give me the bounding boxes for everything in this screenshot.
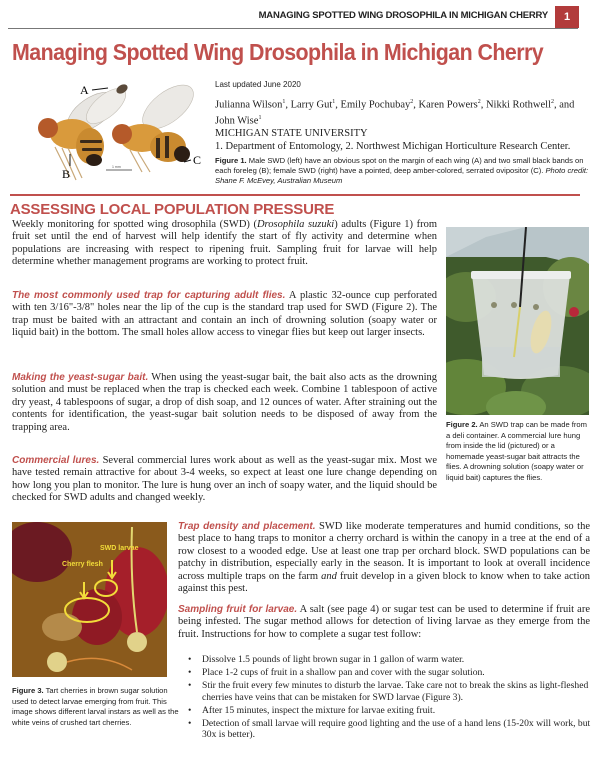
author-conjunction: and <box>559 99 575 111</box>
trap-paragraph <box>12 290 437 340</box>
bullet-icon: • <box>188 654 192 665</box>
label-b: B <box>62 167 71 181</box>
author: Emily Pochubay <box>340 99 411 111</box>
paragraph-lead: The most commonly used trap for capturing adult flies. <box>12 290 286 301</box>
text: Weekly monitoring for spotted wing drosophila (SWD) ( <box>12 219 257 230</box>
flesh-label: Cherry flesh <box>62 561 103 568</box>
list-item <box>186 667 591 678</box>
label-c: C <box>193 153 202 167</box>
affiliation-mark: 1 <box>258 115 262 121</box>
label-a: A <box>80 83 89 97</box>
step-text: Stir the fruit every few minutes to disturb the larvae. Take care not to break the skins as light-fleshed cherries have veins that can be mistaken for SWD larvae (Figure 3). <box>202 680 589 703</box>
section-heading: ASSESSING LOCAL POPULATION PRESSURE <box>10 201 335 218</box>
author: Karen Powers <box>418 99 478 111</box>
step-text: Detection of small larvae will require good lighting and the use of a hand lens (15-20x will work, but 30x is better). <box>202 718 591 741</box>
affiliations: 1. Department of Entomology, 2. Northwest Michigan Horticulture Research Center. <box>215 140 571 152</box>
step-text: Dissolve 1.5 pounds of light brown sugar in 1 gallon of warm water. <box>202 654 465 665</box>
bullet-icon: • <box>188 680 192 692</box>
caption-text: Tart cherries in brown sugar solution used to detect larvae emerging from fruit. This image shows different larval instars as well as the white veins of crushed tart cherries. <box>12 686 179 727</box>
paragraph-lead: Trap density and placement. <box>178 521 316 532</box>
paragraph-lead: Sampling fruit for larvae. <box>178 604 298 615</box>
emphasis: and <box>321 570 337 582</box>
figure1-caption <box>215 156 590 186</box>
affiliation-mark: 2 <box>477 99 481 105</box>
figure2-caption <box>446 420 592 484</box>
paragraph-lead: Making the yeast-sugar bait. <box>12 372 149 383</box>
paragraph-lead: Commercial lures. <box>12 455 100 466</box>
text: Several commercial lures work about as well as the yeast-sugar mix. Most we have tested remain attractive for about 3-4 weeks, so expect at least one lure change depending on how long you plan to monitor. The lure is hung over an inch of soapy water, and the liquid should be checked for SWD adults and changed weekly. <box>12 455 437 504</box>
figure2-trap-photo <box>446 227 589 415</box>
caption-text: An SWD trap can be made from a deli container. A commercial lure hung from inside the lid (pictured) or a homemade yeast-sugar bait attracts the flies. A drowning solution (soapy water or liquid bait) captures the flies. <box>446 420 587 482</box>
figure3-caption <box>12 686 180 728</box>
scale-label: 1 mm <box>112 165 121 169</box>
section-divider <box>10 194 580 196</box>
affiliation-mark: 1 <box>332 99 336 105</box>
figure1-fly-image <box>10 72 205 184</box>
institution: MICHIGAN STATE UNIVERSITY <box>215 128 368 139</box>
list-item <box>186 654 591 665</box>
sugar-test-steps <box>186 654 591 742</box>
text: A plastic 32-ounce cup perforated with ten 3/16"-3/8" holes near the lip of the cup is the standard trap used for SWD (Figure 2). The trap must be baited with an attractant and contain an inch of drowning solution (soapy water or liquid bait) in the bottom. The small holes allow access to vinegar flies but keep out larger insects. <box>12 290 437 339</box>
text: SWD like moderate temperatures and humid conditions, so the best place to hang traps to monitor a cherry orchard is within the canopy in a tree at the end of a row closest to a wooded edge. Use at least one trap per orchard block. SWD populations can be patchy in distribution, especially early in the season. It is important to look at overall incidence across multiple traps on the farm <box>178 521 590 582</box>
lures-paragraph <box>12 455 437 505</box>
caption-label: Figure 1. <box>215 156 247 165</box>
last-updated: Last updated June 2020 <box>215 80 301 89</box>
text: When using the yeast-sugar bait, the bait also acts as the drowning solution and must be replaced when the trap is checked each week. Combine 1 tablespoon of active dry yeast, 4 tablespoons of sugar, a drop of dish soap, and 12 ounces of water. After straining out the contents for identification, the yeast-sugar bait solution needs to be disposed of away from the trapping area. <box>12 372 437 433</box>
bullet-icon: • <box>188 704 192 716</box>
arrow-a-icon <box>92 88 108 90</box>
author: Julianna Wilson <box>215 99 283 111</box>
affiliation-mark: 2 <box>551 99 554 105</box>
author-block <box>215 96 590 153</box>
sampling-paragraph <box>178 604 590 641</box>
list-item <box>186 718 591 740</box>
text: fruit develop in a given block to know when to take action against this pest. <box>178 570 591 595</box>
bullet-icon: • <box>188 667 192 679</box>
caption-label: Figure 3. <box>12 686 44 695</box>
species-name: Drosophila suzuki <box>256 219 335 230</box>
photo-credit: Photo credit: Shane F. McEvey, Australian Museum <box>215 166 589 185</box>
list-item <box>186 680 591 702</box>
header-divider <box>8 28 578 29</box>
affiliation-mark: 2 <box>410 99 414 105</box>
page-number-badge: 1 <box>555 6 579 28</box>
text: A salt (see page 4) or sugar test can be used to determine if fruit are being infested. The sugar method allows for detection of living larvae as they emerge from the fruit. Instructions for how to complete a sugar test follow: <box>178 604 590 640</box>
list-item <box>186 705 591 716</box>
affiliation-mark: 1 <box>282 99 286 105</box>
caption-text: Male SWD (left) have an obvious spot on the margin of each wing (A) and two small black bands on each foreleg (B); female SWD (right) have a pointed, deep amber-colored, serrated ovipositor (C). <box>215 156 584 175</box>
text: ) adults (Figure 1) from fruit set until the end of harvest will help identify the start of fly activity and determine when populations are increasing with respect to ripening fruit. Sampling fruit for larvae will help determine whether management programs are working to protect fruit. <box>12 219 437 268</box>
author: John Wise <box>215 115 259 127</box>
author: Nikki Rothwell <box>485 99 551 111</box>
step-text: After 15 minutes, inspect the mixture for larvae exiting fruit. <box>202 704 436 716</box>
author: Larry Gut <box>290 99 333 111</box>
intro-paragraph <box>12 219 437 269</box>
bait-paragraph <box>12 372 437 434</box>
document-title: Managing Spotted Wing Drosophila in Michigan Cherry <box>12 39 544 65</box>
running-header: MANAGING SPOTTED WING DROSOPHILA IN MICHIGAN CHERRY <box>258 10 548 21</box>
larvae-label: SWD larvae <box>100 545 139 552</box>
step-text: Place 1-2 cups of fruit in a shallow pan and cover with the sugar solution. <box>202 667 485 679</box>
caption-label: Figure 2. <box>446 420 478 429</box>
author-list: Julianna Wilson$^1$, Larry Gut$^1$, Emily Pochubay$^2$, Karen Powers$^2$, Nikki Rothwell$^2$, and John Wise$^1$ <box>215 99 575 127</box>
bullet-icon: • <box>188 718 192 730</box>
density-paragraph <box>178 521 590 595</box>
figure3-cherry-photo <box>12 522 167 677</box>
